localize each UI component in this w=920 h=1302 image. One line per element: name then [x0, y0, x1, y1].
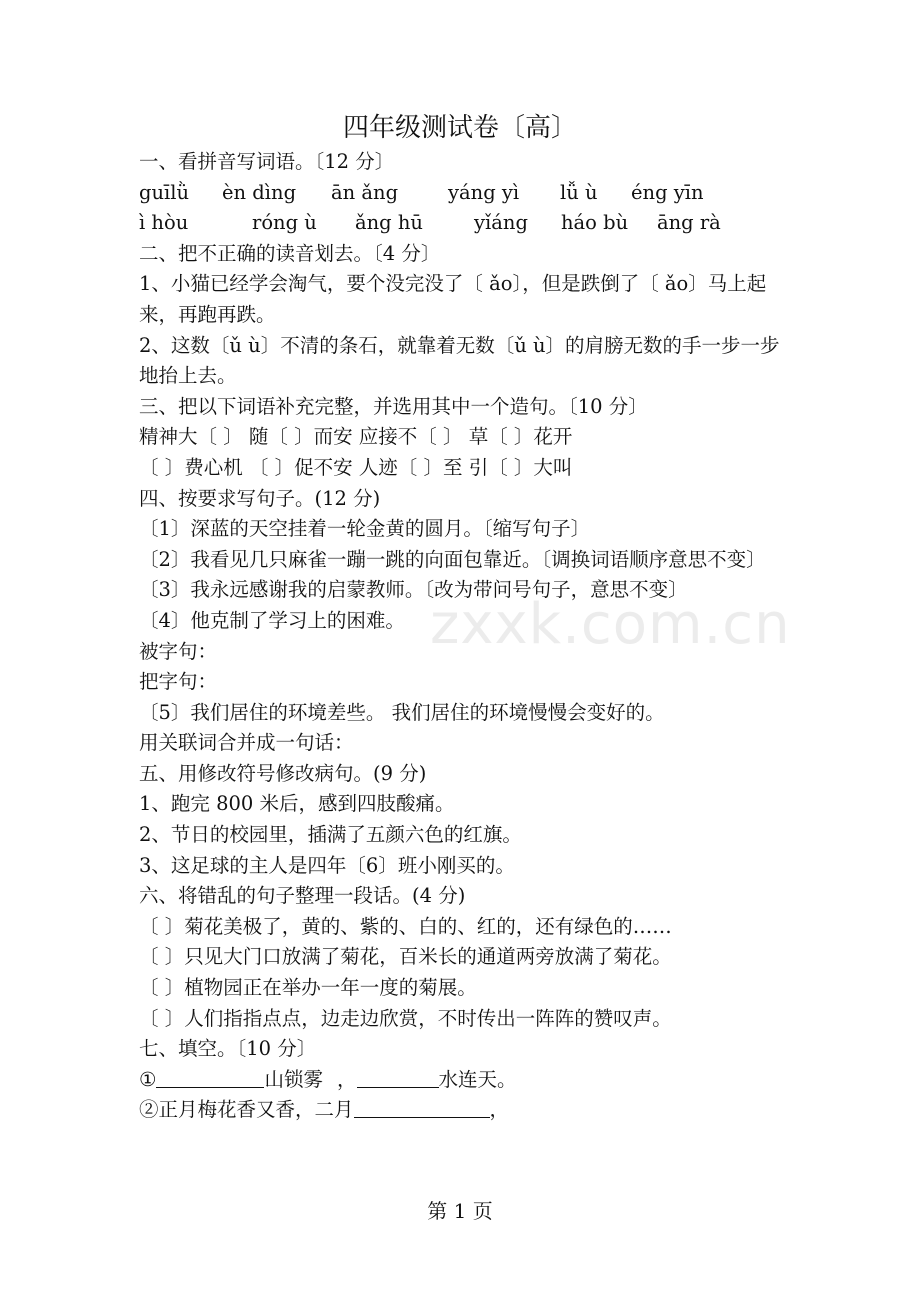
q5-item-1: 1、跑完 800 米后，感到四肢酸痛。	[139, 792, 455, 816]
q4-ba-sentence: 把字句：	[139, 670, 218, 694]
q5-item-3: 3、这足球的主人是四年〔6〕班小刚买的。	[139, 853, 515, 877]
pinyin-item: ān ǎng	[331, 180, 399, 204]
q6-item-3: 〔 〕植物园正在举办一年一度的菊展。	[139, 976, 477, 1000]
pinyin-row-2	[139, 208, 799, 239]
q7-text: 水连天。	[438, 1067, 517, 1091]
q4-item-3: 〔3〕我永远感谢我的启蒙教师。〔改为带问号句子，意思不变〕	[139, 578, 688, 602]
q7-fill-line-2	[139, 1095, 799, 1126]
q7-text: ，	[337, 1067, 357, 1091]
q7-heading: 七、填空。〔10 分〕	[139, 1037, 317, 1061]
page-title: 四年级测试卷〔高〕	[342, 113, 577, 143]
pinyin-item: lǚ ù	[560, 180, 598, 204]
fill-blank[interactable]	[354, 1097, 490, 1118]
q7-fill-line-1	[139, 1065, 799, 1096]
fill-blank[interactable]	[357, 1067, 439, 1088]
q4-item-5-hint: 用关联词合并成一句话：	[139, 731, 354, 755]
pinyin-item: yáng yì	[448, 180, 520, 204]
q7-text: 山锁雾	[264, 1067, 323, 1091]
pinyin-item: ǎng hū	[355, 211, 423, 235]
q4-item-1: 〔1〕深蓝的天空挂着一轮金黄的圆月。〔缩写句子〕	[139, 517, 591, 541]
q2-sentence-1: 1、小猫已经学会淘气，要个没完没了〔 ǎo〕，但是跌倒了〔 ǎo〕马上起来，再跑再跌。	[139, 272, 767, 326]
q7-text: ，	[489, 1098, 510, 1122]
pinyin-item: guīlǜ	[139, 180, 190, 204]
q2-heading: 二、把不正确的读音划去。〔4 分〕	[139, 241, 441, 265]
q2-sentence-2: 2、这数〔ǔ ù〕不清的条石，就靠着无数〔ǔ ù〕的肩膀无数的手一步一步地抬上去。	[139, 333, 780, 388]
q5-item-2: 2、节日的校园里，插满了五颜六色的红旗。	[139, 823, 522, 847]
q6-heading: 六、将错乱的句子整理一段话。(4 分)	[139, 884, 466, 908]
pinyin-item: ì hòu	[139, 211, 189, 235]
q6-item-1: 〔 〕菊花美极了，黄的、紫的、白的、红的，还有绿色的……	[139, 914, 672, 938]
pinyin-item: yǐáng	[474, 211, 528, 235]
q4-item-5: 〔5〕我们居住的环境差些。 我们居住的环境慢慢会变好的。	[139, 700, 665, 724]
q3-word-row-2: 〔 〕费心机 〔 〕促不安 人迹〔 〕至 引〔 〕大叫	[139, 455, 573, 479]
q6-item-4: 〔 〕人们指指点点，边走边欣赏，不时传出一阵阵的赞叹声。	[139, 1006, 672, 1030]
q4-item-4: 〔4〕他克制了学习上的困难。	[139, 608, 405, 632]
pinyin-item: āng rà	[657, 211, 721, 235]
pinyin-item: éng yīn	[631, 180, 704, 204]
q3-heading: 三、把以下词语补充完整，并选用其中一个造句。〔10 分〕	[139, 394, 648, 418]
q3-word-row-1: 精神大〔 〕 随〔 〕而安 应接不〔 〕 草〔 〕花开	[139, 425, 573, 449]
pinyin-item: háo bù	[561, 211, 629, 235]
q4-bei-sentence: 被字句：	[139, 639, 218, 663]
q7-text: ②正月梅花香又香，二月	[139, 1098, 354, 1122]
pinyin-row-1	[139, 178, 799, 209]
watermark: zxxk.com.cn	[430, 592, 791, 657]
exam-content	[139, 147, 799, 1126]
page-number: 第 1 页	[427, 1199, 493, 1223]
pinyin-item: èn dìng	[222, 180, 297, 204]
q4-heading: 四、按要求写句子。(12 分)	[139, 486, 381, 510]
q5-heading: 五、用修改符号修改病句。(9 分)	[139, 761, 427, 785]
circled-number: ①	[139, 1067, 157, 1091]
fill-blank[interactable]	[156, 1067, 264, 1088]
q1-heading: 一、看拼音写词语。〔12 分〕	[139, 150, 395, 173]
q4-item-2: 〔2〕我看见几只麻雀一蹦一跳的向面包靠近。〔调换词语顺序意思不变〕	[139, 547, 766, 571]
q6-item-2: 〔 〕只见大门口放满了菊花，百米长的通道两旁放满了菊花。	[139, 945, 672, 969]
pinyin-item: róng ù	[252, 211, 317, 235]
